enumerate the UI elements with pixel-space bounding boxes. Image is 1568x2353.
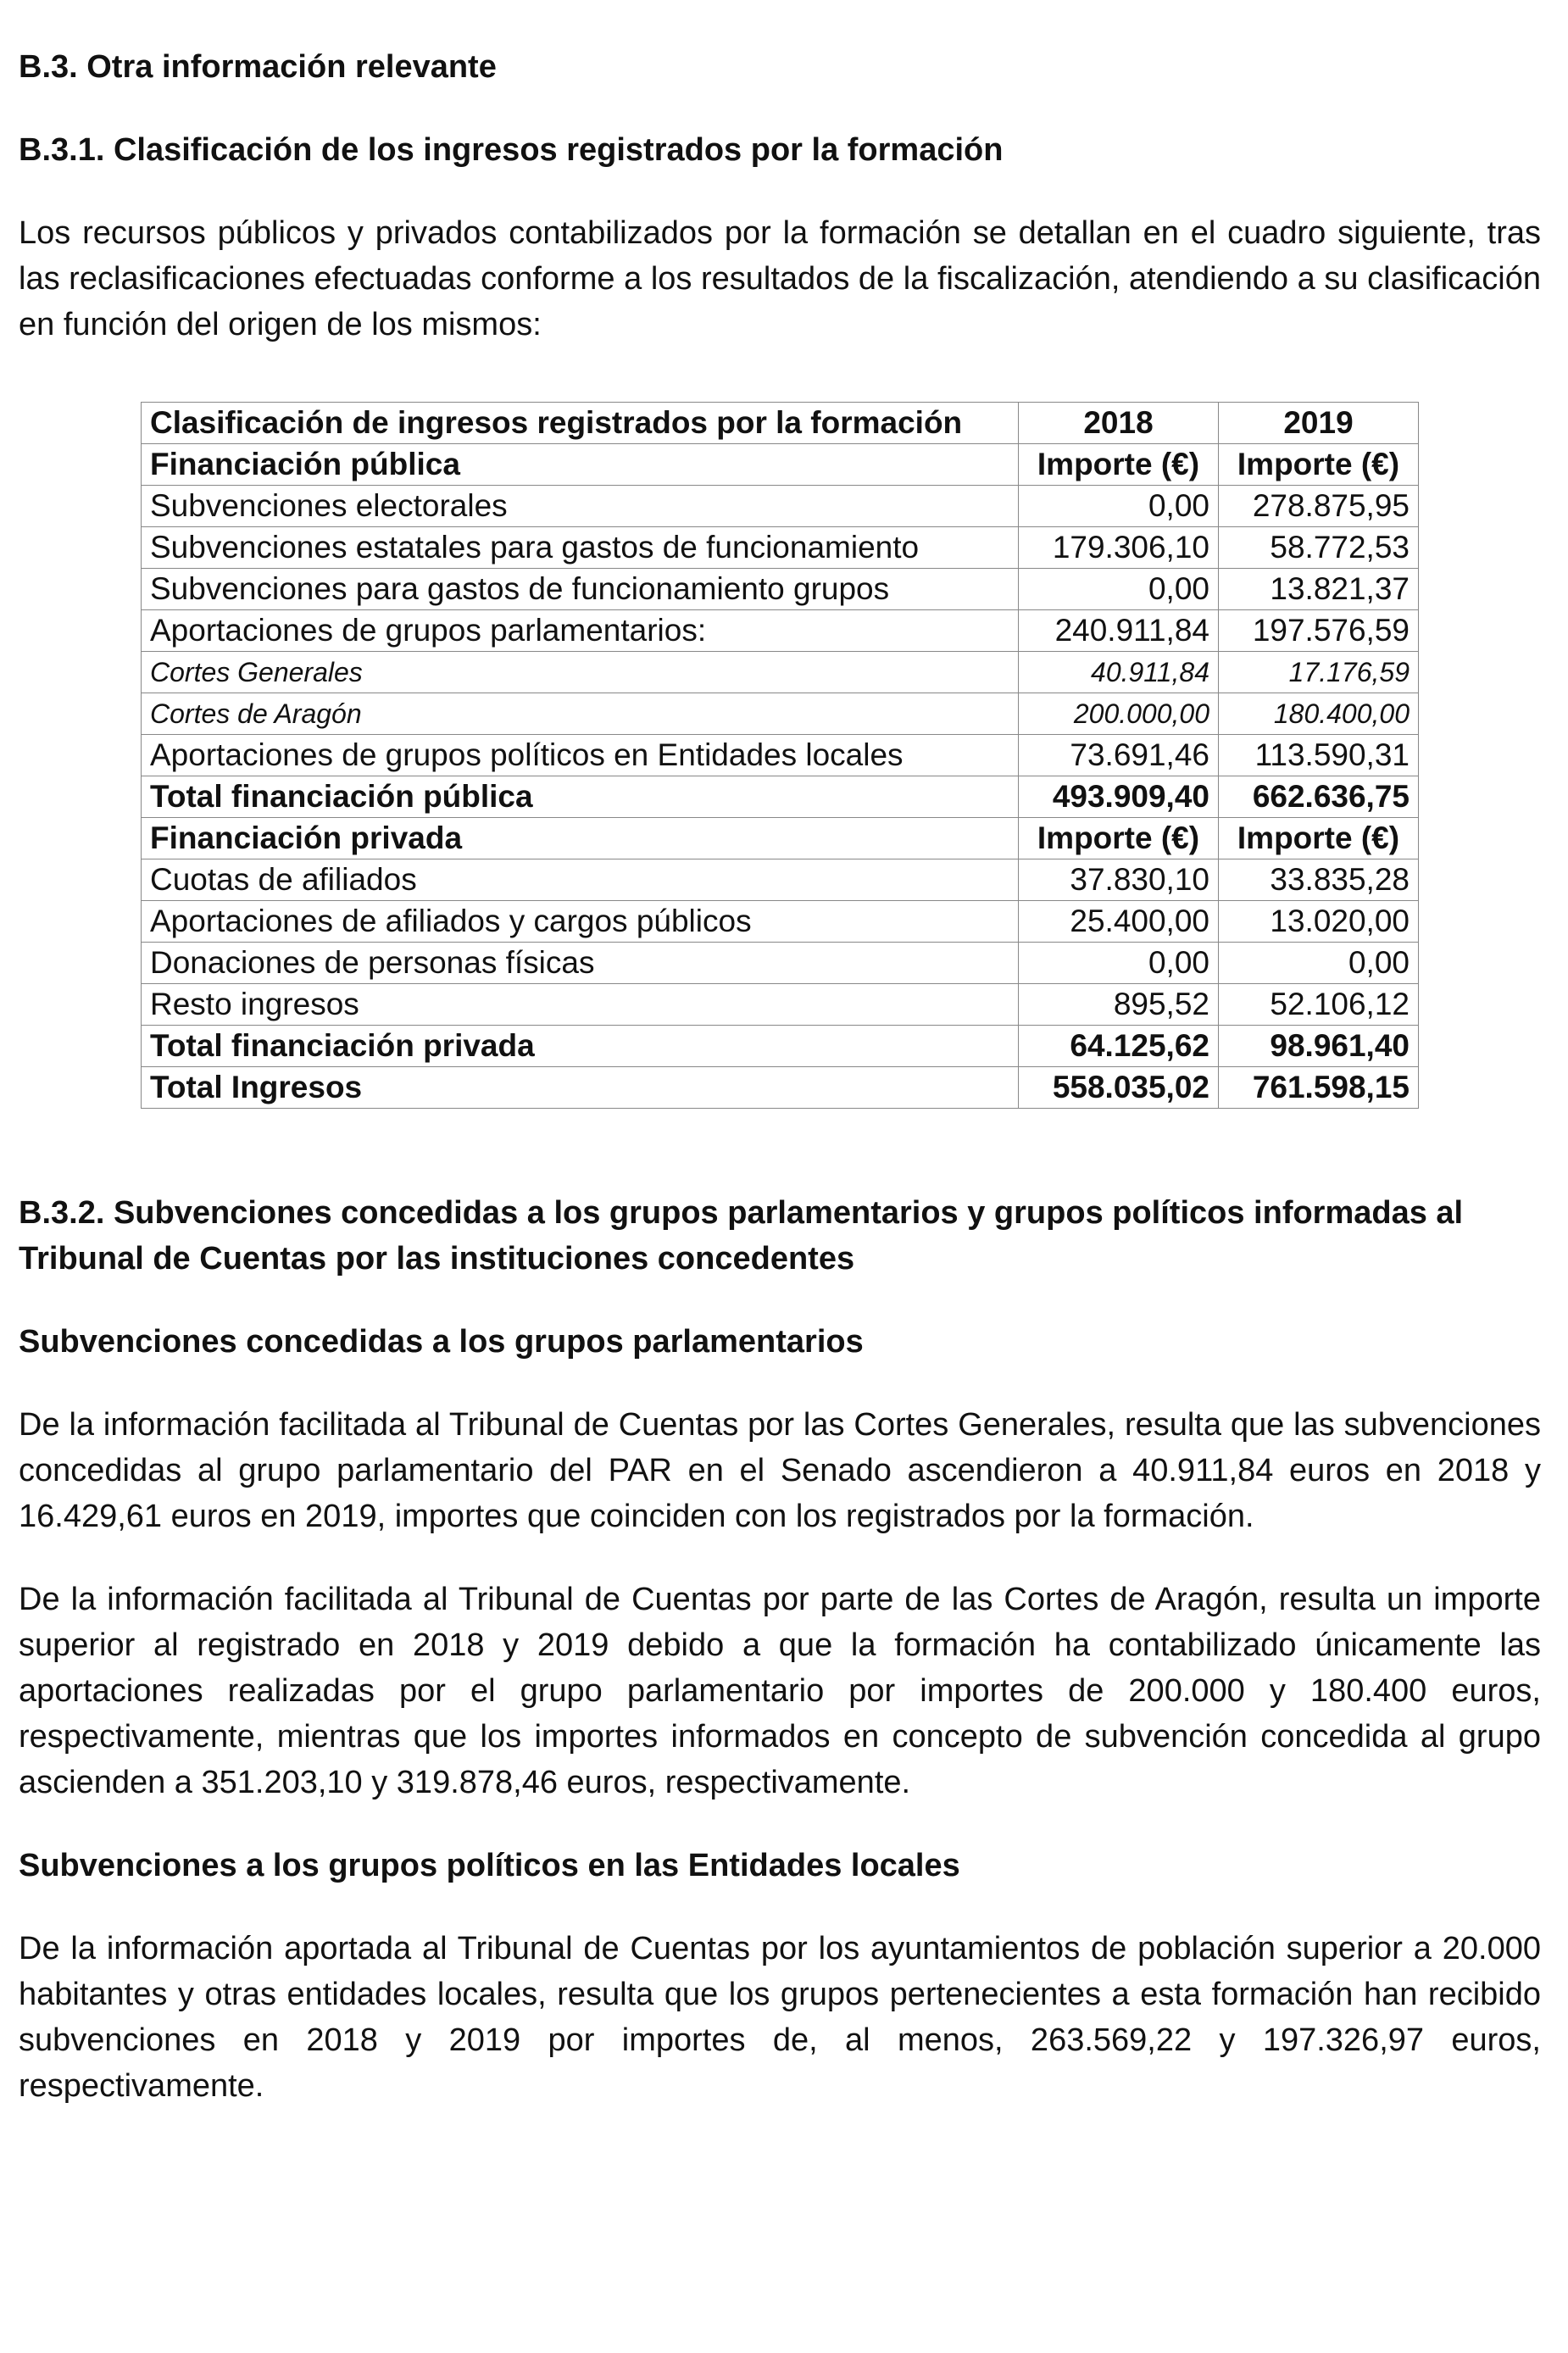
subrow-value-2018: 200.000,00 <box>1019 693 1219 735</box>
table-row <box>142 901 1419 943</box>
row-value-2018: 0,00 <box>1019 943 1219 984</box>
private-unit-2019: Importe (€) <box>1219 818 1419 859</box>
subrow-value-2019: 17.176,59 <box>1219 652 1419 693</box>
subrow-label: Cortes Generales <box>142 652 1019 693</box>
table-row <box>142 943 1419 984</box>
row-label: Aportaciones de afiliados y cargos públicos <box>142 901 1019 943</box>
row-value-2019: 113.590,31 <box>1219 735 1419 776</box>
row-value-2018: 73.691,46 <box>1019 735 1219 776</box>
table-row <box>142 527 1419 569</box>
table-row <box>142 735 1419 776</box>
row-value-2019: 58.772,53 <box>1219 527 1419 569</box>
grand-total-2018: 558.035,02 <box>1019 1067 1219 1109</box>
row-value-2018: 240.911,84 <box>1019 610 1219 652</box>
row-value-2018: 895,52 <box>1019 984 1219 1026</box>
row-value-2019: 197.576,59 <box>1219 610 1419 652</box>
table-header-row <box>142 403 1419 444</box>
heading-local-entities: Subvenciones a los grupos políticos en las Entidades locales <box>19 1848 960 1883</box>
row-label: Donaciones de personas físicas <box>142 943 1019 984</box>
private-total-2018: 64.125,62 <box>1019 1026 1219 1067</box>
income-classification-table <box>141 402 1419 1109</box>
table-row <box>142 984 1419 1026</box>
section-title: B.3. Otra información relevante <box>19 49 497 85</box>
row-value-2019: 13.821,37 <box>1219 569 1419 610</box>
subrow-value-2018: 40.911,84 <box>1019 652 1219 693</box>
subsection-2 <box>19 1190 1541 2109</box>
row-label: Aportaciones de grupos políticos en Entidades locales <box>142 735 1019 776</box>
table-row <box>142 859 1419 901</box>
subsection-1-title: B.3.1. Clasificación de los ingresos registrados por la formación <box>19 132 1004 168</box>
heading-parliamentary-groups: Subvenciones concedidas a los grupos parlamentarios <box>19 1324 864 1360</box>
row-value-2019: 52.106,12 <box>1219 984 1419 1026</box>
row-value-2018: 0,00 <box>1019 569 1219 610</box>
grand-total-row <box>142 1067 1419 1109</box>
table-subrow <box>142 693 1419 735</box>
intro-paragraph: Los recursos públicos y privados contabilizados por la formación se detallan en el cuadro siguiente, tras las reclasificaciones efectuadas conforme a los resultados de la fiscalización, atendiendo a su clasificación en función del origen de los mismos: <box>19 215 1541 342</box>
row-value-2018: 179.306,10 <box>1019 527 1219 569</box>
row-label: Subvenciones estatales para gastos de funcionamiento <box>142 527 1019 569</box>
row-value-2018: 25.400,00 <box>1019 901 1219 943</box>
row-label: Subvenciones electorales <box>142 486 1019 527</box>
grand-total-label: Total Ingresos <box>142 1067 1019 1109</box>
row-value-2018: 37.830,10 <box>1019 859 1219 901</box>
table-subrow <box>142 652 1419 693</box>
private-financing-label: Financiación privada <box>142 818 1019 859</box>
row-label: Subvenciones para gastos de funcionamiento grupos <box>142 569 1019 610</box>
public-unit-2018: Importe (€) <box>1019 444 1219 486</box>
table-header-label: Clasificación de ingresos registrados por la formación <box>142 403 1019 444</box>
subsection-2-title: B.3.2. Subvenciones concedidas a los grupos parlamentarios y grupos políticos informadas al Tribunal de Cuentas por las instituciones concedentes <box>19 1195 1464 1277</box>
grand-total-2019: 761.598,15 <box>1219 1067 1419 1109</box>
table-row <box>142 486 1419 527</box>
public-financing-header-row <box>142 444 1419 486</box>
row-value-2019: 0,00 <box>1219 943 1419 984</box>
row-label: Aportaciones de grupos parlamentarios: <box>142 610 1019 652</box>
row-value-2019: 13.020,00 <box>1219 901 1419 943</box>
table-header-2019: 2019 <box>1219 403 1419 444</box>
private-total-row <box>142 1026 1419 1067</box>
public-total-2018: 493.909,40 <box>1019 776 1219 818</box>
table-row <box>142 610 1419 652</box>
public-financing-label: Financiación pública <box>142 444 1019 486</box>
row-value-2019: 278.875,95 <box>1219 486 1419 527</box>
income-table-wrapper <box>141 402 1541 1109</box>
public-unit-2019: Importe (€) <box>1219 444 1419 486</box>
row-label: Cuotas de afiliados <box>142 859 1019 901</box>
public-total-row <box>142 776 1419 818</box>
private-unit-2018: Importe (€) <box>1019 818 1219 859</box>
subrow-label: Cortes de Aragón <box>142 693 1019 735</box>
public-total-label: Total financiación pública <box>142 776 1019 818</box>
private-total-label: Total financiación privada <box>142 1026 1019 1067</box>
paragraph-local-entities: De la información aportada al Tribunal de Cuentas por los ayuntamientos de población superior a 20.000 habitantes y otras entidades locales, resulta que los grupos pertenecientes a esta formación han recibido subvenciones en 2018 y 2019 por importes de, al menos, 263.569,22 y 197.326,97 euros, respectivamente. <box>19 1931 1541 2104</box>
paragraph-cortes-aragon: De la información facilitada al Tribunal de Cuentas por parte de las Cortes de Aragón, resulta un importe superior al registrado en 2018 y 2019 debido a que la formación ha contabilizado únicamente las aportaciones realizadas por el grupo parlamentario por importes de 200.000 y 180.400 euros, respectivamente, mientras que los importes informados en concepto de subvención concedida al grupo ascienden a 351.203,10 y 319.878,46 euros, respectivamente. <box>19 1582 1541 1800</box>
table-header-2018: 2018 <box>1019 403 1219 444</box>
row-label: Resto ingresos <box>142 984 1019 1026</box>
row-value-2019: 33.835,28 <box>1219 859 1419 901</box>
private-financing-header-row <box>142 818 1419 859</box>
row-value-2018: 0,00 <box>1019 486 1219 527</box>
table-row <box>142 569 1419 610</box>
paragraph-cortes-generales: De la información facilitada al Tribunal de Cuentas por las Cortes Generales, resulta que las subvenciones concedidas al grupo parlamentario del PAR en el Senado ascendieron a 40.911,84 euros en 2018 y 16.429,61 euros en 2019, importes que coinciden con los registrados por la formación. <box>19 1407 1541 1534</box>
private-total-2019: 98.961,40 <box>1219 1026 1419 1067</box>
subrow-value-2019: 180.400,00 <box>1219 693 1419 735</box>
public-total-2019: 662.636,75 <box>1219 776 1419 818</box>
